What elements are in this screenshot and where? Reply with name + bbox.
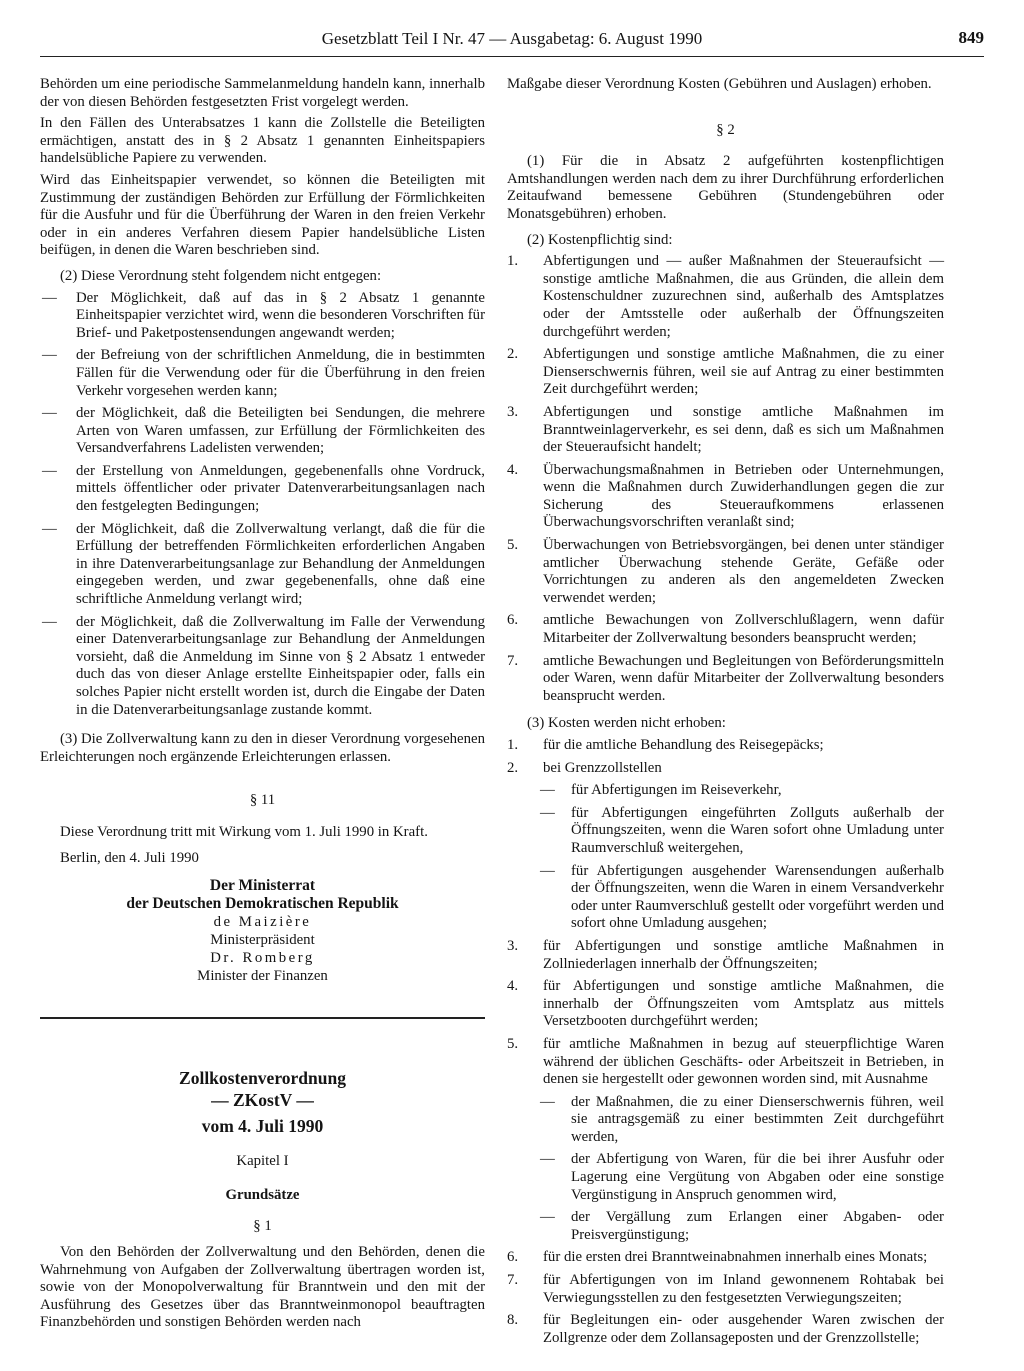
list-item-text: Überwachungsmaßnahmen in Betrieben oder Unternehmungen, wenn die Maßnahmen durch Zuwiderhandlungen gegen die zur Sicherung des Steueraufkommens erlassenen Überwachungsvorschriften veranlaßt sind; — [543, 461, 944, 531]
list-item — [507, 653, 944, 706]
list-number: 5. — [507, 1035, 519, 1052]
sub-list-item — [507, 805, 944, 858]
document-date: vom 4. Juli 1990 — [201, 1116, 324, 1137]
header-rule — [40, 56, 984, 57]
dash-marker: — — [540, 782, 555, 799]
signature-line: der Deutschen Demokratischen Republik — [126, 895, 399, 913]
list-item-text: für Abfertigungen von im Inland gewonnenem Rohtabak bei Verwiegungsstellen zu den festgesetzten Verwiegungszeiten; — [543, 1272, 944, 1306]
page-number: 849 — [958, 28, 984, 47]
dash-marker: — — [540, 1093, 555, 1110]
document-title: Zollkostenverordnung — [179, 1068, 346, 1089]
list-item — [507, 346, 944, 399]
list-number: 7. — [507, 652, 519, 669]
list-item-text: Abfertigungen und — außer Maßnahmen der Steueraufsicht — sonstige amtliche Maßnahmen, die aus Gründen, die allein dem Kostenschuldner zuzurechnen sind, außerhalb des Amtsplatzes oder der Amtsstelle oder außerhalb der Öffnungszeiten durchgeführt werden; — [543, 253, 944, 340]
document-abbreviation: — ZKostV — — [211, 1090, 314, 1111]
header-title: Gesetzblatt Teil I Nr. 47 — Ausgabetag: 6. August 1990 — [321, 29, 703, 48]
place-date: Berlin, den 4. Juli 1990 — [60, 849, 199, 866]
signature-line: Der Ministerrat — [209, 877, 316, 895]
sub-list-item — [507, 863, 944, 933]
list-item-text: der Möglichkeit, daß die Beteiligten bei Sendungen, die mehrere Arten von Waren umfassen, zur Erfüllung der Förmlichkeiten des Versandverfahrens Ladelisten verwenden; — [76, 405, 485, 457]
chapter-heading: Kapitel I — [236, 1153, 289, 1170]
list-item-text: der Erstellung von Anmeldungen, gegebenenfalls ohne Vordruck, mittels öffentlicher oder privater Datenverarbeitungsanlagen nach den festgelegten Bedingungen; — [76, 462, 485, 515]
list-number: 4. — [507, 978, 519, 995]
paragraph: Maßgabe dieser Verordnung Kosten (Gebühren und Auslagen) erhoben. — [507, 76, 932, 92]
paragraph: (3) Die Zollverwaltung kann zu den in dieser Verordnung vorgesehenen Erleichterungen noch ergänzende Erleichterungen erlassen. — [40, 731, 485, 765]
list-item — [40, 463, 485, 516]
sub-list-item-text: für Abfertigungen eingeführten Zollguts außerhalb der Öffnungszeiten, wenn die Waren sofort ohne Umladung unter Raumverschluß weitergehen, — [571, 804, 944, 856]
signature-block — [40, 877, 485, 985]
list-number: 6. — [507, 612, 519, 629]
signatory-name: de Maizière — [213, 914, 312, 931]
dash-marker: — — [540, 1151, 555, 1168]
list-item — [507, 978, 944, 1031]
list-item-text: der Möglichkeit, daß die Zollverwaltung im Falle der Verwendung einer Datenverarbeitungsanlage zur Behandlung der Anmeldungen vorsieht, daß die Anmeldung im Sinne von § 2 Absatz 1 entweder duch das von dieser Anlage erstellte Einheitspapier oder, falls ein solches Papier nicht erstellt worden ist, durch die Eingabe der Daten in die Datenverarbeitungsanlage zustande kommt. — [76, 613, 485, 718]
right-column — [507, 76, 944, 1352]
signatory-name: Dr. Romberg — [210, 950, 315, 967]
sub-list-item-text: der Abfertigung von Waren, für die bei ihrer Ausfuhr oder Lagerung eine Vergütung von Abgaben oder eine sonstige Vergünstigung in Anspruch genommen wird, — [571, 1151, 944, 1203]
list-item-text: für die amtliche Behandlung des Reisegepäcks; — [543, 737, 824, 753]
dash-marker: — — [42, 289, 57, 306]
list-item — [40, 521, 485, 609]
sub-list-item-text: für Abfertigungen ausgehender Warensendungen außerhalb der Öffnungszeiten, wenn die Waren in einem Versandverkehr oder unter Raumverschluß gestellt oder vorgeführt werden und sofort ohne Umladung ausgehen; — [571, 862, 944, 932]
list-item — [507, 537, 944, 607]
sub-list-item — [507, 1209, 944, 1244]
list-number: 5. — [507, 537, 519, 554]
list-item — [40, 347, 485, 400]
paragraph: In den Fällen des Unterabsatzes 1 kann die Zollstelle die Beteiligten ermächtigen, anstatt des in § 2 Absatz 1 genannten Einheitspapiers handelsübliche Papiere zu verwenden. — [40, 115, 485, 167]
dash-marker: — — [42, 462, 57, 479]
list-number: 4. — [507, 461, 519, 478]
list-item-text: der Befreiung von der schriftlichen Anmeldung, die in bestimmten Fällen für die Verwendung oder für die Überführung in den freien Verkehr vorgesehen werden kann; — [76, 347, 485, 399]
list-item-text: Überwachungen von Betriebsvorgängen, bei denen unter ständiger amtlicher Überwachung stehende Geräte, Gefäße oder Vorrichtungen zu anderen als den angemeldeten Zwecken verwendet werden; — [543, 537, 944, 606]
list-item-text: der Möglichkeit, daß die Zollverwaltung verlangt, daß die für die Erfüllung der betreffenden Förmlichkeiten erforderlichen Angaben in ihre Datenverarbeitungsanlage zur Behandlung der Anmeldungen eingegeben werden, und zwar gegebenenfalls, ohne daß eine schriftliche Anmeldung verlangt wird; — [76, 520, 485, 608]
list-number: 1. — [507, 737, 519, 753]
section-heading: § 11 — [249, 792, 276, 809]
list-number: 7. — [507, 1272, 519, 1289]
list-item — [507, 1272, 944, 1307]
list-number: 3. — [507, 403, 519, 420]
paragraph: (2) Kostenpflichtig sind: — [527, 231, 673, 248]
paragraph: (2) Diese Verordnung steht folgendem nicht entgegen: — [60, 267, 382, 284]
list-number: 2. — [507, 759, 519, 776]
dash-marker: — — [42, 613, 57, 630]
dash-marker: — — [540, 1209, 555, 1226]
list-item-text: für amtliche Maßnahmen in bezug auf steuerpflichtige Waren während der üblichen Geschäfts- oder Arbeitszeit in Betrieben, in denen sie hergestellt oder gewonnen worden sind, mit Ausnahme — [543, 1035, 944, 1088]
dash-marker: — — [42, 347, 57, 364]
list-item — [507, 737, 944, 755]
list-number: 6. — [507, 1249, 519, 1266]
list-item — [40, 614, 485, 720]
dash-marker: — — [42, 405, 57, 422]
list-item-text: amtliche Bewachungen und Begleitungen von Beförderungsmitteln oder Waren, wenn dafür Mitarbeiter der Zollverwaltung besonders beansprucht werden. — [543, 652, 944, 704]
signatory-title: Ministerpräsident — [210, 932, 315, 949]
list-number: 3. — [507, 937, 519, 954]
dash-marker: — — [540, 804, 555, 821]
dash-marker: — — [42, 520, 57, 537]
list-item — [507, 1036, 944, 1089]
list-item-text: für Begleitungen ein- oder ausgehender Waren zwischen der Zollgrenze oder dem Zollansageposten und der Grenzzollstelle; — [543, 1312, 944, 1346]
list-item-text: für die ersten drei Branntweinabnahmen innerhalb eines Monats; — [543, 1249, 928, 1266]
list-number: 8. — [507, 1312, 519, 1329]
list-item — [507, 760, 944, 778]
list-item-text: Der Möglichkeit, daß auf das in § 2 Absatz 1 genannte Einheitspapier verzichtet wird, wenn die besonderen Vorschriften für Brief- und Paketpostensendungen angewandt werden; — [76, 289, 485, 341]
list-item — [507, 938, 944, 973]
list-item — [507, 1249, 944, 1267]
paragraph: Behörden um eine periodische Sammelanmeldung handeln kann, innerhalb der von diesen Behörden festgesetzten Frist vorgelegt werden. — [40, 76, 485, 110]
page-header — [40, 26, 984, 56]
list-item — [507, 462, 944, 532]
dash-marker: — — [540, 862, 555, 879]
list-number: 2. — [507, 346, 519, 363]
sub-list-item-text: der Maßnahmen, die zu einer Dienserschwernis führen, weil sie antragsgemäß zu einer bestimmten Zeit durchgeführt werden, — [571, 1093, 944, 1145]
list-item-text: Abfertigungen und sonstige amtliche Maßnahmen im Branntweinlagerverkehr, es sei denn, daß es sich um Maßnahmen der Steueraufsicht handelt; — [543, 403, 944, 456]
list-item-text: Abfertigungen und sonstige amtliche Maßnahmen, die zu einer Dienserschwernis führen, weil sie auf Antrag zu einer bestimmten Zeit durchgeführt werden; — [543, 346, 944, 398]
list-item-text: amtliche Bewachungen von Zollverschlußlagern, wenn dafür Mitarbeiter der Zollverwaltung besonders beansprucht werden; — [543, 612, 944, 647]
list-item — [507, 1312, 944, 1347]
list-item — [507, 404, 944, 457]
list-item — [40, 290, 485, 343]
paragraph: (3) Kosten werden nicht erhoben: — [527, 715, 726, 732]
sub-list-item-text: für Abfertigungen im Reiseverkehr, — [571, 782, 782, 799]
section-heading: § 2 — [716, 121, 735, 138]
paragraph: Wird das Einheitspapier verwendet, so können die Beteiligten mit Zustimmung der zuständigen Behörden zur Erfüllung der Förmlichkeiten für die Ausfuhr und für die Überführung der Waren in den freien Verkehr oder in ein anderes Verfahren diesem Papier handelsübliche Listen beifügen, in denen die Waren beschrieben sind. — [40, 171, 485, 259]
list-item — [507, 253, 944, 341]
paragraph: Von den Behörden der Zollverwaltung und den Behörden, denen die Wahrnehmung von Aufgaben der Zollverwaltung übertragen worden ist, sowie von der Monopolverwaltung für Branntwein und den mit der Ausführung des Gesetzes über das Branntweinmonopol beauftragten Finanzbehörden und sonstigen Behörden werden nach — [40, 1243, 485, 1331]
signatory-title: Minister der Finanzen — [197, 968, 328, 985]
section-heading: § 1 — [253, 1218, 272, 1235]
list-item-text: für Abfertigungen und sonstige amtliche Maßnahmen in Zollniederlagen innerhalb der Öffnungszeiten; — [543, 937, 944, 972]
list-item-text: für Abfertigungen und sonstige amtliche Maßnahmen, die innerhalb der Öffnungszeiten vom Amtsplatz aus mittels Versetzbooten durchgeführt werden; — [543, 978, 944, 1030]
sub-list-item-text: der Vergällung zum Erlangen einer Abgaben- oder Preisvergünstigung; — [571, 1209, 944, 1243]
list-item — [507, 612, 944, 647]
sub-list-item — [507, 782, 944, 800]
sub-list-item — [507, 1151, 944, 1204]
list-item-text: bei Grenzzollstellen — [543, 759, 662, 776]
chapter-title: Grundsätze — [225, 1186, 300, 1203]
left-column — [40, 76, 485, 1336]
paragraph: Diese Verordnung tritt mit Wirkung vom 1. Juli 1990 in Kraft. — [60, 823, 428, 840]
list-item — [40, 405, 485, 458]
list-number: 1. — [507, 253, 519, 270]
sub-list-item — [507, 1094, 944, 1147]
paragraph: (1) Für die in Absatz 2 aufgeführten kostenpflichtigen Amtshandlungen werden nach dem zu ihrer Durchführung erforderlichen Zeitaufwand bemessene Gebühren (Stundengebühren oder Monatsgebühren) erhoben. — [507, 153, 944, 222]
